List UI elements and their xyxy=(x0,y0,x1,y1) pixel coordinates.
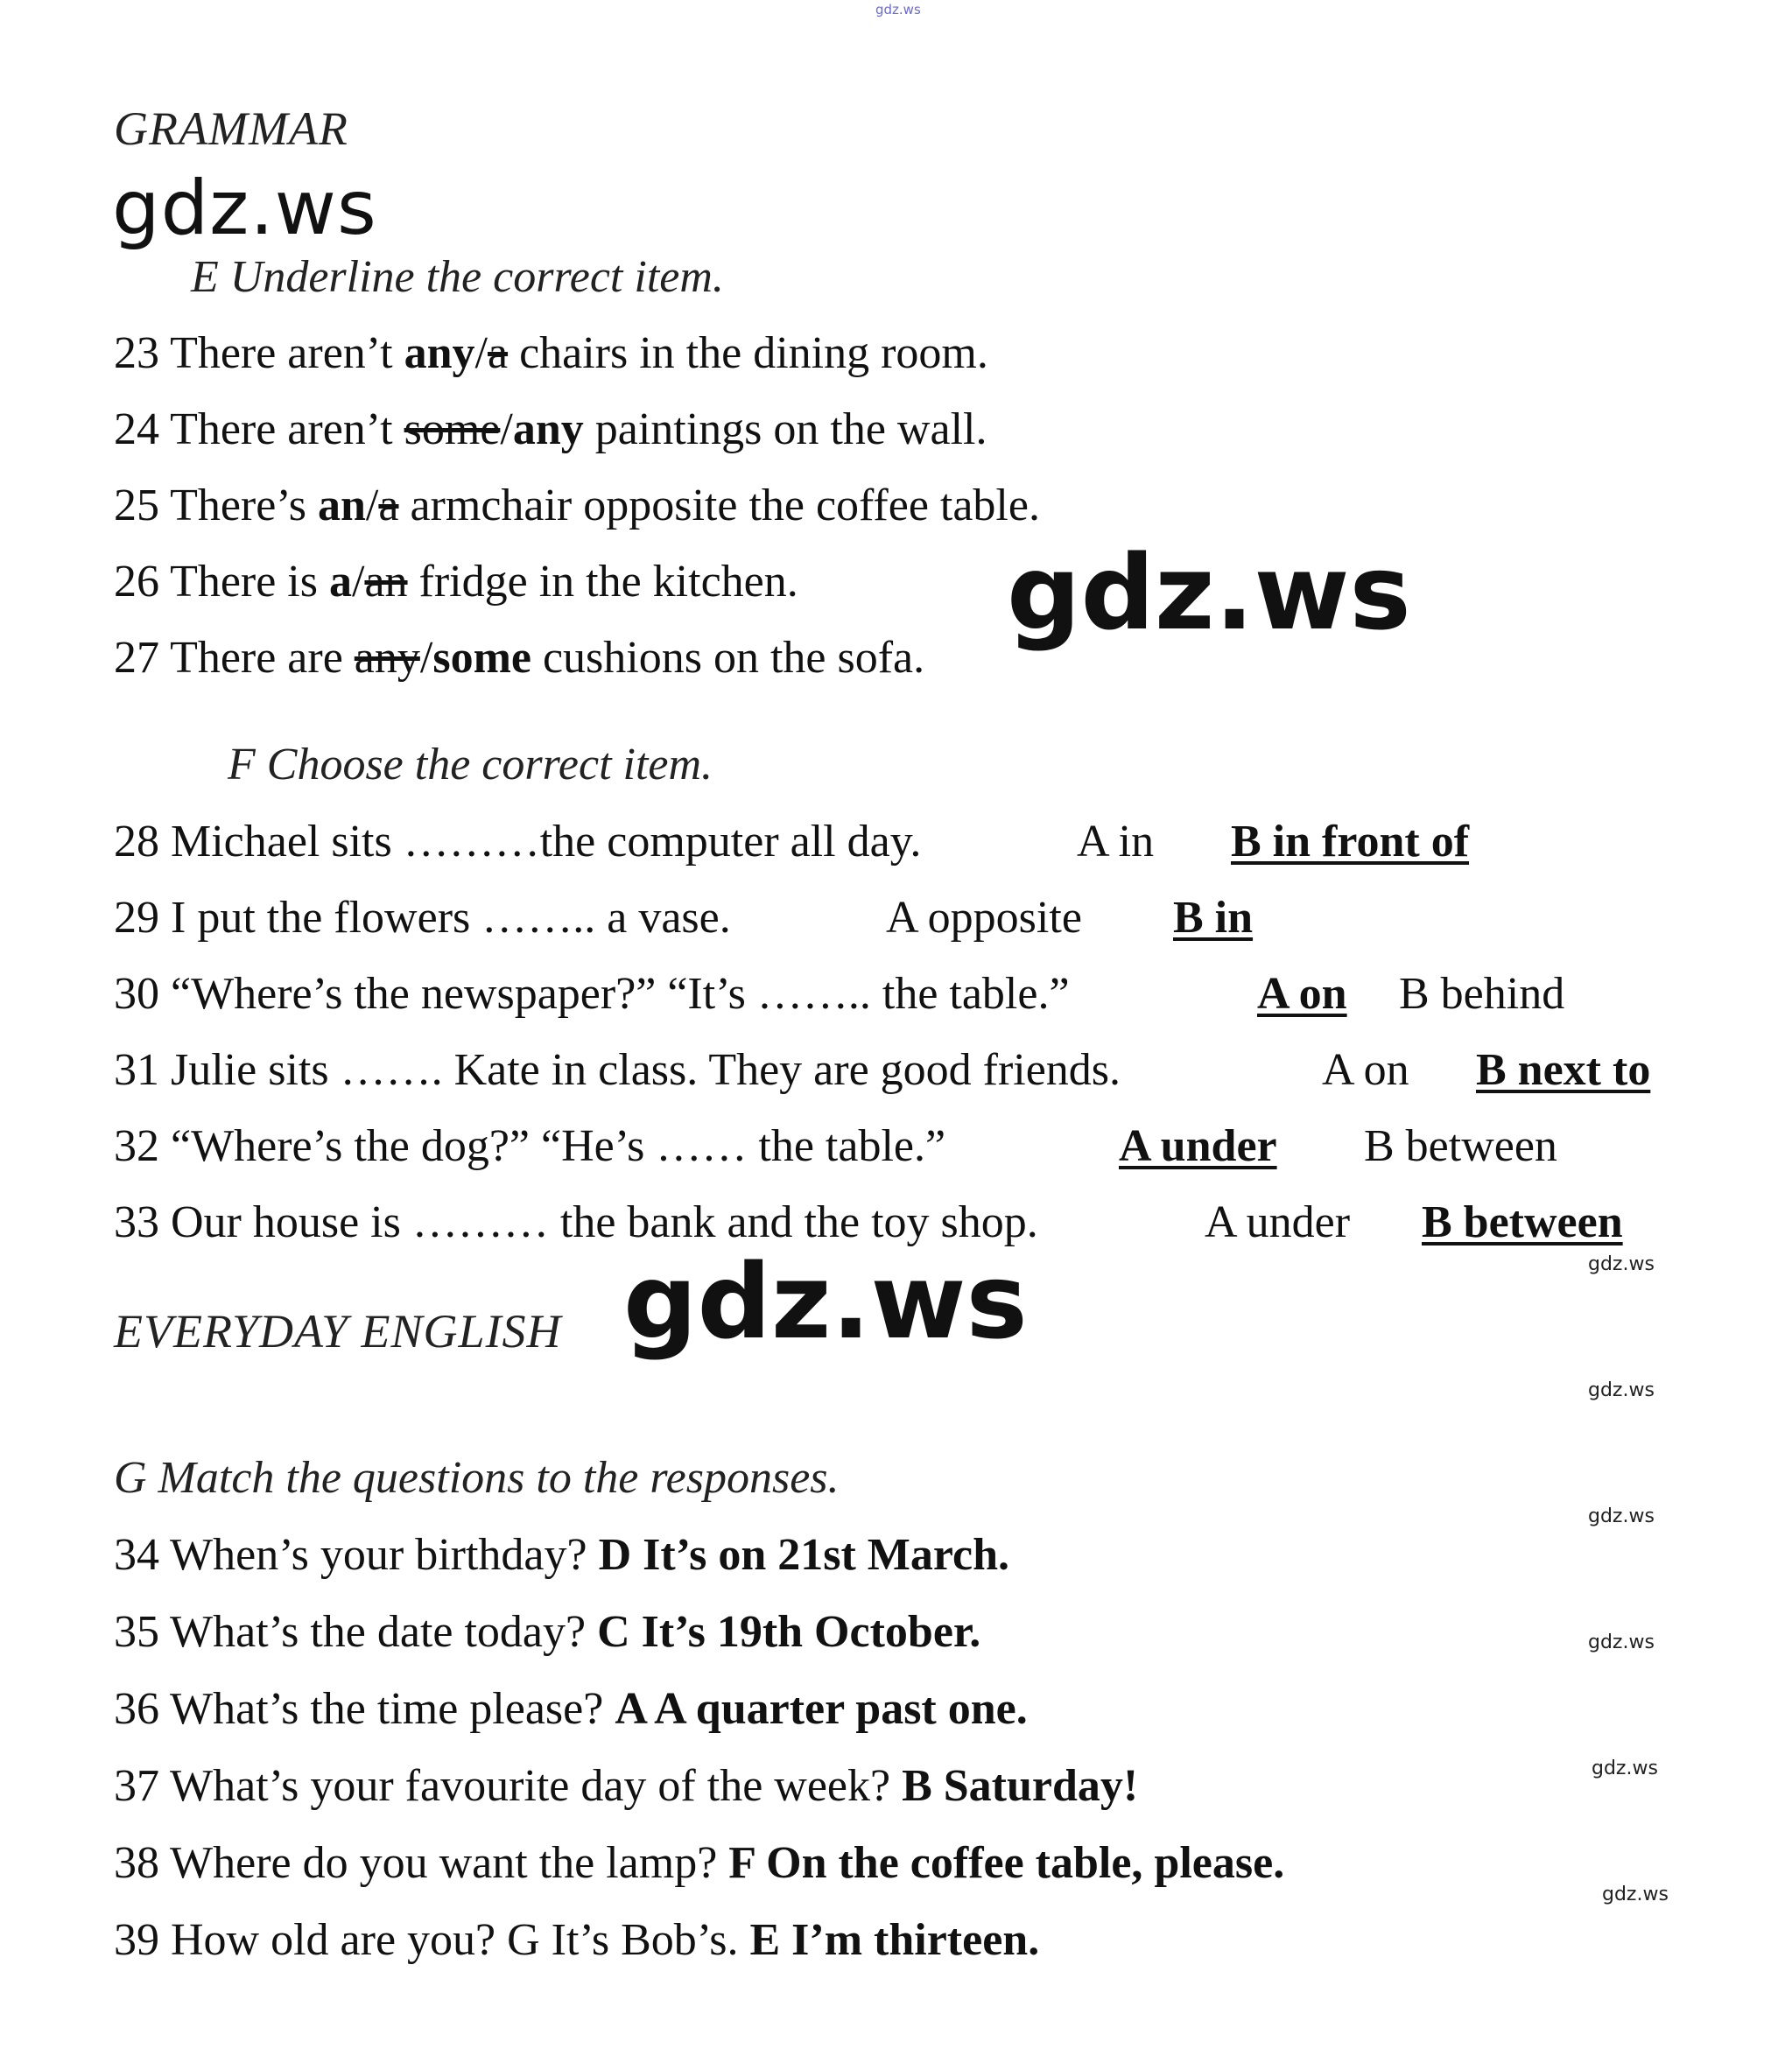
watermark-small: gdz.ws xyxy=(1588,1505,1655,1527)
option-b: B between xyxy=(1364,1121,1557,1171)
exercise-item-26: 26 There is a/an fridge in the kitchen. xyxy=(114,557,798,607)
section-heading-everyday-english: EVERYDAY ENGLISH xyxy=(114,1305,562,1358)
exercise-item-28: 28 Michael sits ………the computer all day. A in B in front of xyxy=(114,817,1470,867)
watermark-top: gdz.ws xyxy=(875,2,921,18)
option-b: B behind xyxy=(1399,969,1565,1019)
matched-response: A A quarter past one. xyxy=(615,1684,1028,1734)
instruction-f: F Choose the correct item. xyxy=(228,740,713,789)
exercise-item-33: 33 Our house is ……… the bank and the toy shop. A under B between xyxy=(114,1197,1623,1247)
option-a: A on xyxy=(1322,1045,1409,1095)
match-item-35: 35 What’s the date today? C It’s 19th October. xyxy=(114,1607,981,1657)
matched-response: D It’s on 21st March. xyxy=(598,1530,1010,1580)
matched-response: E I’m thirteen. xyxy=(749,1915,1040,1965)
correct-option: B next to xyxy=(1476,1045,1651,1095)
match-item-34: 34 When’s your birthday? D It’s on 21st March. xyxy=(114,1530,1010,1580)
chosen-answer: a xyxy=(329,557,352,607)
exercise-item-29: 29 I put the flowers …….. a vase. A opposite B in xyxy=(114,893,1254,943)
exercise-item-25: 25 There’s an/a armchair opposite the coffee table. xyxy=(114,481,1040,530)
correct-option: B in front of xyxy=(1231,817,1470,867)
watermark-small: gdz.ws xyxy=(1588,1253,1655,1275)
option-a: A opposite xyxy=(886,893,1082,943)
correct-option: B between xyxy=(1422,1197,1623,1247)
watermark-logo: gdz.ws xyxy=(623,1241,1028,1362)
chosen-answer: any xyxy=(512,404,584,454)
correct-option: A on xyxy=(1257,969,1347,1019)
exercise-item-30: 30 “Where’s the newspaper?” “It’s …….. the table.” A on B behind xyxy=(114,969,1565,1019)
watermark-logo: gdz.ws xyxy=(1007,532,1411,653)
exercise-item-31: 31 Julie sits ……. Kate in class. They are good friends. A on B next to xyxy=(114,1045,1651,1095)
match-item-38: 38 Where do you want the lamp? F On the coffee table, please. xyxy=(114,1838,1285,1888)
instruction-e: E Underline the correct item. xyxy=(191,252,724,302)
section-heading-grammar: GRAMMAR xyxy=(114,102,348,155)
exercise-item-32: 32 “Where’s the dog?” “He’s …… the table.” A under B between xyxy=(114,1121,1557,1171)
exercise-item-27: 27 There are any/some cushions on the sofa. xyxy=(114,633,925,683)
watermark-small: gdz.ws xyxy=(1588,1379,1655,1401)
correct-option: A under xyxy=(1119,1121,1277,1171)
crossed-option: a xyxy=(487,328,509,378)
crossed-option: some xyxy=(404,404,501,454)
match-item-37: 37 What’s your favourite day of the week? B Saturday! xyxy=(114,1761,1139,1811)
correct-option: B in xyxy=(1173,893,1254,943)
exercise-item-24: 24 There aren’t some/any paintings on the wall. xyxy=(114,404,987,454)
option-a: A in xyxy=(1077,817,1155,867)
instruction-g: G Match the questions to the responses. xyxy=(114,1453,840,1503)
matched-response: C It’s 19th October. xyxy=(597,1607,981,1657)
crossed-option: any xyxy=(354,633,420,683)
option-a: A under xyxy=(1205,1197,1351,1247)
match-item-36: 36 What’s the time please? A A quarter past one. xyxy=(114,1684,1028,1734)
watermark-small: gdz.ws xyxy=(1602,1884,1669,1905)
watermark-logo: gdz.ws xyxy=(112,165,377,252)
chosen-answer: some xyxy=(432,633,531,683)
crossed-option: a xyxy=(378,481,399,530)
match-item-39: 39 How old are you? G It’s Bob’s. E I’m thirteen. xyxy=(114,1915,1040,1965)
watermark-small: gdz.ws xyxy=(1588,1631,1655,1653)
exercise-item-23: 23 There aren’t any/a chairs in the dining room. xyxy=(114,328,988,378)
matched-response: B Saturday! xyxy=(902,1761,1139,1811)
chosen-answer: any xyxy=(404,328,475,378)
crossed-option: an xyxy=(364,557,408,607)
matched-response: F On the coffee table, please. xyxy=(728,1838,1285,1888)
watermark-small: gdz.ws xyxy=(1592,1758,1658,1779)
chosen-answer: an xyxy=(318,481,366,530)
